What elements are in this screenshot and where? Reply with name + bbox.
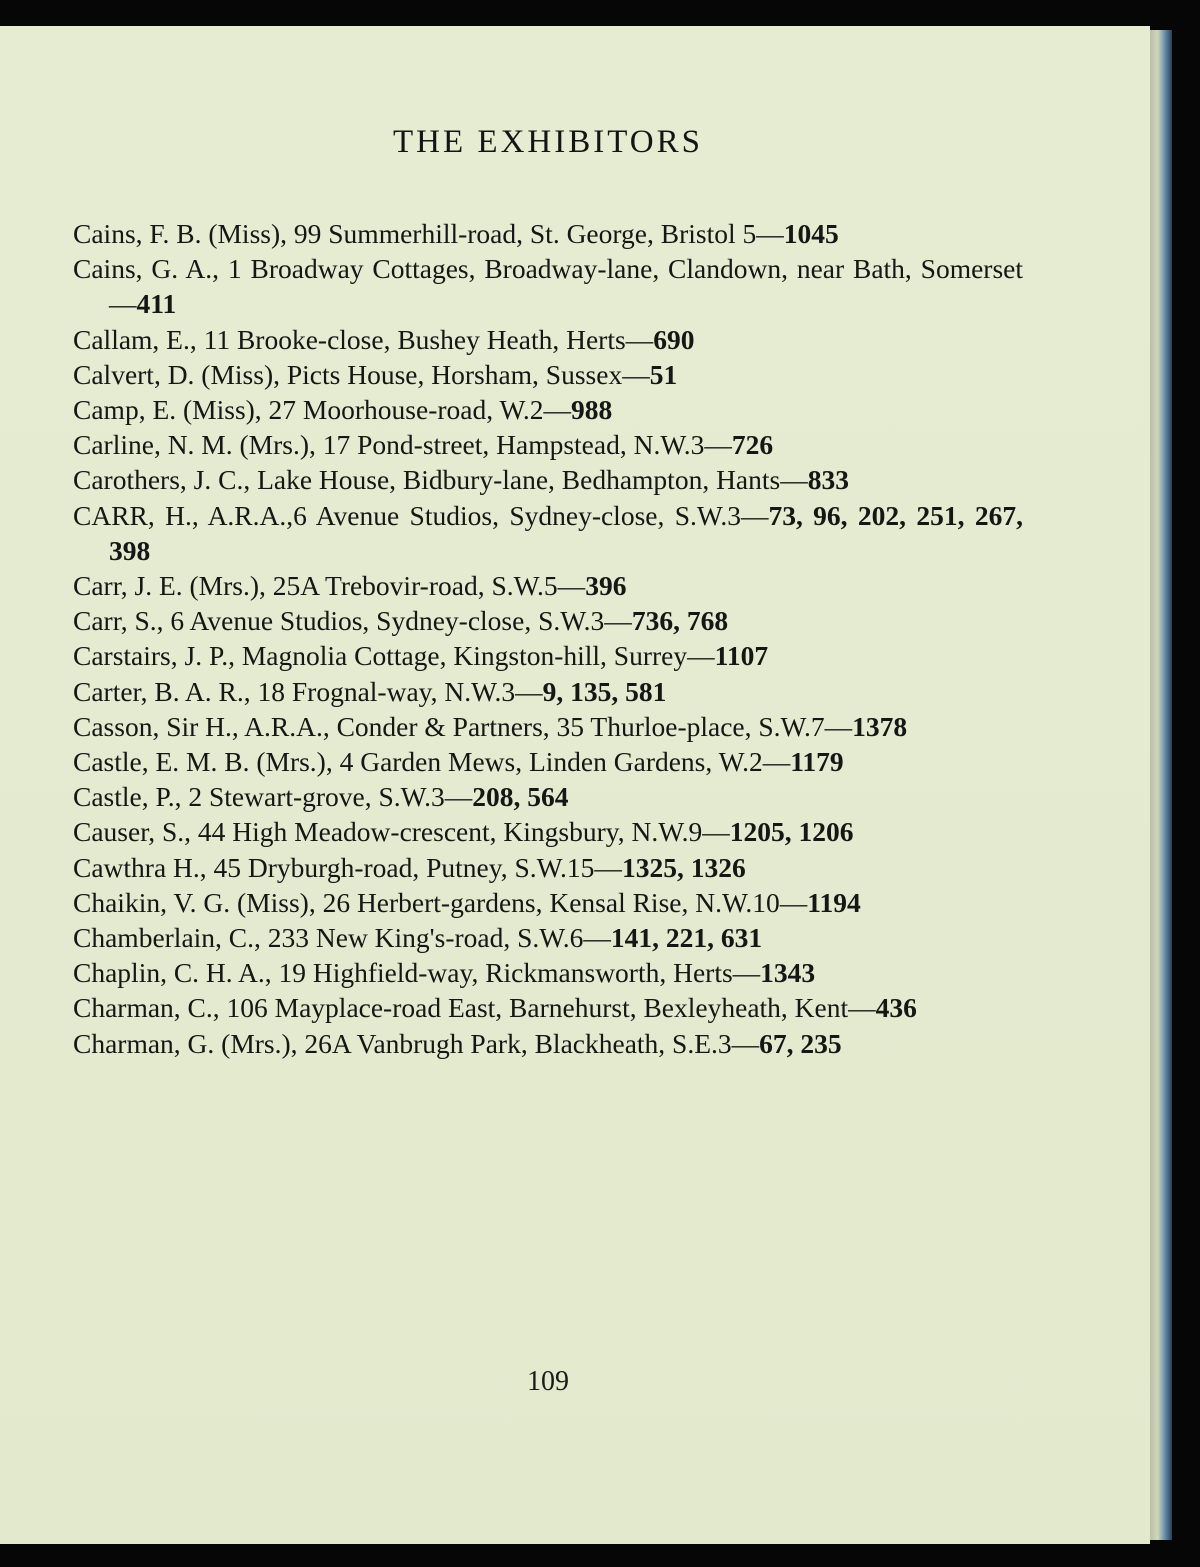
entry-numbers: 208, 564 [472,781,569,813]
entry-address: Carr, J. E. (Mrs.), 25A Trebovir-road, S.W.5— [73,570,586,602]
entry-numbers: 1325, 1326 [621,851,746,883]
exhibitor-entry [73,427,1023,462]
exhibitor-entry [73,850,1023,885]
entry-numbers: 9, 135, 581 [542,675,667,707]
entry-numbers: 833 [807,464,849,496]
entry-numbers: 726 [731,429,774,461]
entry-address: CARR, H., A.R.A.,6 Avenue Studios, Sydney-close, S.W.3— [73,499,769,531]
entry-numbers: 436 [875,992,917,1024]
exhibitor-list [73,216,1023,1061]
exhibitor-entry [73,744,1023,779]
entry-address: Causer, S., 44 High Meadow-crescent, Kingsbury, N.W.9— [73,816,730,848]
entry-address: Callam, E., 11 Brooke-close, Bushey Heath, Herts— [73,323,654,355]
entry-address: Camp, E. (Miss), 27 Moorhouse-road, W.2— [73,394,572,426]
entry-numbers: 1107 [714,640,769,672]
exhibitor-entry [73,674,1023,709]
exhibitor-entry [73,885,1023,920]
entry-address: Castle, P., 2 Stewart-grove, S.W.3— [73,781,473,813]
entry-address: Chaplin, C. H. A., 19 Highfield-way, Rickmansworth, Herts— [73,957,761,989]
entry-address: Carstairs, J. P., Magnolia Cottage, Kingston-hill, Surrey— [73,640,715,672]
exhibitor-entry [73,322,1023,357]
entry-numbers: 411 [136,288,177,320]
entry-address: Charman, G. (Mrs.), 26A Vanbrugh Park, Blackheath, S.E.3— [73,1027,760,1059]
entry-address: Carothers, J. C., Lake House, Bidbury-lane, Bedhampton, Hants— [73,464,808,496]
exhibitor-entry [73,709,1023,744]
entry-address: Chaikin, V. G. (Miss), 26 Herbert-gardens, Kensal Rise, N.W.10— [73,886,808,918]
entry-numbers: 736, 768 [631,605,729,637]
exhibitor-entry [73,779,1023,814]
entry-numbers: 51 [649,358,678,390]
entry-address: Casson, Sir H., A.R.A., Conder & Partners, 35 Thurloe-place, S.W.7— [73,710,853,742]
page-stack-edge [1150,30,1172,1540]
entry-numbers: 1045 [783,218,839,249]
entry-address: Cains, F. B. (Miss), 99 Summerhill-road, St. George, Bristol 5— [73,218,784,249]
page-title: THE EXHIBITORS [393,124,703,160]
entry-address: Carline, N. M. (Mrs.), 17 Pond-street, Hampstead, N.W.3— [73,429,732,461]
exhibitor-entry [73,814,1023,849]
entry-numbers: 1194 [807,886,861,918]
book-page [0,26,1150,1544]
entry-numbers: 73, 96, 202, 251, 267, 398 [109,499,1024,566]
exhibitor-entry [73,990,1023,1025]
exhibitor-entry [73,498,1023,568]
exhibitor-entry [73,603,1023,638]
exhibitor-entry [73,216,1023,251]
entry-address: Charman, C., 106 Mayplace-road East, Barnehurst, Bexleyheath, Kent— [73,992,876,1024]
entry-address: Cawthra H., 45 Dryburgh-road, Putney, S.W.15— [73,851,622,883]
entry-numbers: 396 [585,570,627,602]
entry-numbers: 1179 [790,746,844,778]
entry-address: Chamberlain, C., 233 New King's-road, S.W.6— [73,922,611,954]
exhibitor-entry [73,568,1023,603]
exhibitor-entry [73,251,1023,321]
exhibitor-entry [73,357,1023,392]
exhibitor-entry [73,462,1023,497]
entry-numbers: 1378 [852,710,908,742]
entry-address: Carter, B. A. R., 18 Frognal-way, N.W.3— [73,675,543,707]
exhibitor-entry [73,392,1023,427]
exhibitor-entry [73,638,1023,673]
entry-numbers: 1205, 1206 [729,816,854,848]
entry-address: Castle, E. M. B. (Mrs.), 4 Garden Mews, Linden Gardens, W.2— [73,746,791,778]
exhibitor-entry [73,955,1023,990]
entry-numbers: 1343 [760,957,816,989]
entry-numbers: 67, 235 [759,1027,842,1059]
entry-numbers: 141, 221, 631 [610,922,763,954]
entry-address: Cains, G. A., 1 Broadway Cottages, Broadway-lane, Clandown, near Bath, Somerset— [73,253,1023,320]
entry-numbers: 988 [571,394,613,426]
exhibitor-entry [73,920,1023,955]
page-number: 109 [527,1366,569,1397]
exhibitor-entry [73,1026,1023,1061]
entry-address: Carr, S., 6 Avenue Studios, Sydney-close, S.W.3— [73,605,632,637]
entry-numbers: 690 [653,323,695,355]
entry-address: Calvert, D. (Miss), Picts House, Horsham, Sussex— [73,358,650,390]
